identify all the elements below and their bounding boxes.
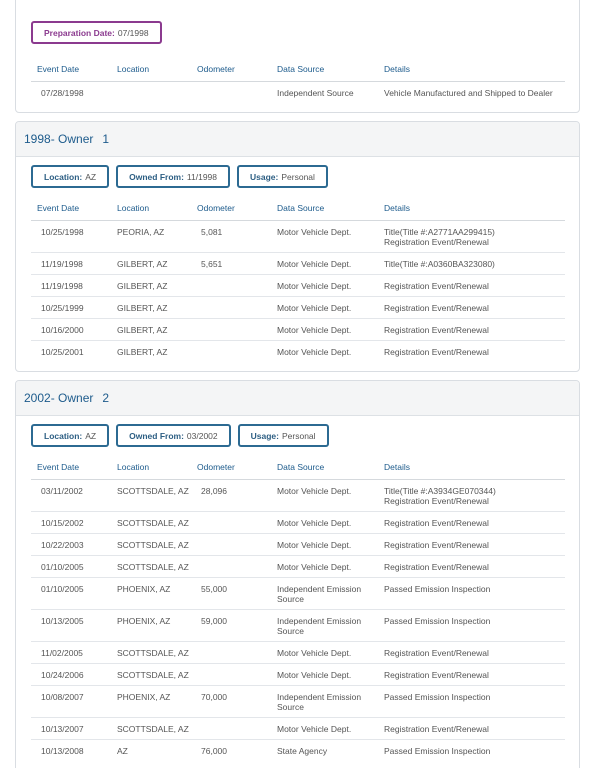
odometer-cell	[191, 511, 271, 533]
details-cell	[378, 609, 565, 641]
preparation-date-label: Preparation Date:	[44, 27, 115, 38]
location-cell: GILBERT, AZ	[111, 296, 191, 318]
odometer-cell	[191, 641, 271, 663]
details-line: Registration Event/Renewal	[384, 236, 489, 247]
table-row	[31, 252, 565, 274]
col-event-date: Event Date	[31, 58, 111, 81]
details-cell	[378, 296, 565, 318]
col-odometer: Odometer	[191, 58, 271, 81]
details-cell	[378, 511, 565, 533]
odometer-cell	[191, 81, 271, 103]
data-source-cell: Motor Vehicle Dept.	[271, 511, 378, 533]
table-row	[31, 511, 565, 533]
chip-label: Owned From:	[129, 171, 184, 182]
table-row	[31, 274, 565, 296]
location-cell: SCOTTSDALE, AZ	[111, 479, 191, 511]
location-cell: SCOTTSDALE, AZ	[111, 511, 191, 533]
details-line: Registration Event/Renewal	[384, 723, 489, 734]
chip-value: AZ	[85, 171, 97, 182]
chip-value: 03/2002	[186, 430, 218, 441]
details-cell	[378, 641, 565, 663]
data-source-cell: Motor Vehicle Dept.	[271, 479, 378, 511]
details-cell	[378, 318, 565, 340]
location-cell: SCOTTSDALE, AZ	[111, 533, 191, 555]
odometer-cell: 5,081	[191, 220, 271, 252]
owned-from-chip	[116, 165, 230, 188]
event-date-cell: 10/25/2001	[41, 346, 84, 357]
chip-value: AZ	[85, 430, 97, 441]
data-source-cell: Motor Vehicle Dept.	[271, 274, 378, 296]
details-line: Registration Event/Renewal	[384, 302, 489, 313]
owner-number: 1	[102, 132, 110, 146]
details-line: Registration Event/Renewal	[384, 324, 489, 335]
location-cell: PEORIA, AZ	[111, 220, 191, 252]
event-date-cell: 10/13/2007	[31, 717, 111, 739]
col-data-source: Data Source	[271, 58, 378, 81]
details-cell	[378, 555, 565, 577]
table-row	[31, 555, 565, 577]
details-line: Registration Event/Renewal	[384, 561, 489, 572]
details-cell	[378, 252, 565, 274]
preparation-date-chip	[31, 21, 162, 44]
event-date-cell: 11/19/1998	[31, 274, 111, 296]
details-cell	[378, 739, 565, 761]
event-date-cell: 10/15/2002	[31, 511, 111, 533]
owner-events-table	[31, 456, 565, 761]
odometer-cell	[191, 533, 271, 555]
odometer-cell	[191, 340, 271, 362]
details-cell	[378, 274, 565, 296]
event-date-cell: 10/25/1999	[31, 296, 111, 318]
details-line: Passed Emission Inspection	[384, 745, 491, 756]
owner-card-2	[15, 380, 580, 768]
owner-year: 2002	[24, 391, 51, 405]
data-source-cell: Motor Vehicle Dept.	[271, 663, 378, 685]
usage-chip	[237, 165, 328, 188]
location-cell: PHOENIX, AZ	[111, 609, 191, 641]
col-location: Location	[111, 456, 191, 479]
chip-value: Personal	[281, 430, 316, 441]
data-source-cell: Motor Vehicle Dept.	[271, 318, 378, 340]
owner-year: 1998	[24, 132, 51, 146]
odometer-cell	[191, 663, 271, 685]
col-details: Details	[378, 456, 565, 479]
details-line: Passed Emission Inspection	[384, 615, 491, 626]
event-date-cell: 07/28/1998	[41, 87, 84, 98]
details-cell	[378, 220, 565, 252]
event-date-cell: 11/02/2005	[31, 641, 111, 663]
location-cell: AZ	[117, 745, 128, 756]
event-date-cell: 01/10/2005	[31, 555, 111, 577]
col-event-date: Event Date	[31, 456, 111, 479]
odometer-cell: 28,096	[191, 479, 271, 511]
owned-from-chip	[116, 424, 231, 447]
preparation-date-value: 07/1998	[117, 27, 149, 38]
table-row	[31, 318, 565, 340]
table-row	[31, 663, 565, 685]
preparation-card	[15, 0, 580, 113]
table-row	[31, 641, 565, 663]
data-source-cell: Motor Vehicle Dept.	[271, 296, 378, 318]
table-header-row	[31, 58, 565, 81]
owner-number: 2	[102, 391, 110, 405]
details-cell	[378, 717, 565, 739]
location-cell: GILBERT, AZ	[117, 346, 168, 357]
location-cell: PHOENIX, AZ	[111, 685, 191, 717]
chip-label: Usage:	[250, 171, 279, 182]
details-line: Passed Emission Inspection	[384, 691, 491, 702]
details-line: Passed Emission Inspection	[384, 583, 491, 594]
data-source-cell: Independent Emission Source	[271, 685, 378, 717]
owner-events-table	[31, 197, 565, 362]
details-cell	[378, 663, 565, 685]
chip-label: Owned From:	[129, 430, 184, 441]
data-source-cell: Motor Vehicle Dept.	[271, 252, 378, 274]
details-cell	[378, 533, 565, 555]
details-line: Vehicle Manufactured and Shipped to Dealer	[384, 87, 553, 98]
details-line: Registration Event/Renewal	[384, 669, 489, 680]
odometer-cell	[191, 296, 271, 318]
owner-heading	[16, 122, 579, 157]
data-source-cell: Motor Vehicle Dept.	[271, 717, 378, 739]
location-cell: SCOTTSDALE, AZ	[111, 663, 191, 685]
location-cell: GILBERT, AZ	[111, 252, 191, 274]
odometer-cell	[191, 717, 271, 739]
odometer-cell	[191, 318, 271, 340]
event-date-cell: 10/13/2008	[41, 745, 84, 756]
details-line: Title(Title #:A2771AA299415)	[384, 226, 495, 237]
event-date-cell: 01/10/2005	[31, 577, 111, 609]
details-line: Registration Event/Renewal	[384, 346, 489, 357]
location-cell: GILBERT, AZ	[111, 274, 191, 296]
data-source-cell: Independent Source	[277, 87, 354, 98]
details-line: Registration Event/Renewal	[384, 517, 489, 528]
event-date-cell: 10/25/1998	[31, 220, 111, 252]
col-details: Details	[378, 58, 565, 81]
table-row	[31, 296, 565, 318]
location-chip	[31, 165, 109, 188]
location-cell: SCOTTSDALE, AZ	[111, 717, 191, 739]
data-source-cell: Motor Vehicle Dept.	[271, 220, 378, 252]
details-line: Registration Event/Renewal	[384, 647, 489, 658]
table-header-row	[31, 456, 565, 479]
col-location: Location	[111, 197, 191, 220]
table-row	[31, 220, 565, 252]
owner-heading	[16, 381, 579, 416]
chip-label: Usage:	[250, 430, 279, 441]
location-cell: GILBERT, AZ	[111, 318, 191, 340]
details-cell	[378, 340, 565, 362]
chip-value: 11/1998	[186, 171, 218, 182]
event-date-cell: 10/24/2006	[31, 663, 111, 685]
event-date-cell: 10/22/2003	[31, 533, 111, 555]
col-odometer: Odometer	[191, 456, 271, 479]
event-date-cell: 11/19/1998	[31, 252, 111, 274]
location-cell: PHOENIX, AZ	[111, 577, 191, 609]
location-cell: SCOTTSDALE, AZ	[111, 555, 191, 577]
odometer-cell	[191, 555, 271, 577]
chip-label: Location:	[44, 430, 83, 441]
odometer-cell: 70,000	[191, 685, 271, 717]
details-line: Registration Event/Renewal	[384, 280, 489, 291]
owner-label: - Owner	[50, 132, 94, 146]
owner-label: - Owner	[50, 391, 94, 405]
data-source-cell: State Agency	[277, 745, 328, 756]
col-data-source: Data Source	[271, 456, 378, 479]
details-cell	[378, 685, 565, 717]
location-chip	[31, 424, 109, 447]
details-line: Registration Event/Renewal	[384, 539, 489, 550]
table-row	[31, 533, 565, 555]
table-row	[31, 739, 565, 761]
table-header-row	[31, 197, 565, 220]
table-row	[31, 717, 565, 739]
data-source-cell: Motor Vehicle Dept.	[271, 555, 378, 577]
data-source-cell: Motor Vehicle Dept.	[271, 533, 378, 555]
data-source-cell: Independent Emission Source	[271, 609, 378, 641]
details-line: Title(Title #:A0360BA323080)	[384, 258, 495, 269]
details-cell	[378, 81, 565, 103]
event-date-cell: 03/11/2002	[31, 479, 111, 511]
details-cell	[378, 479, 565, 511]
data-source-cell: Motor Vehicle Dept.	[271, 641, 378, 663]
details-cell	[378, 577, 565, 609]
col-details: Details	[378, 197, 565, 220]
table-row	[31, 577, 565, 609]
data-source-cell: Motor Vehicle Dept.	[277, 346, 352, 357]
usage-chip	[238, 424, 329, 447]
data-source-cell: Independent Emission Source	[271, 577, 378, 609]
odometer-cell: 59,000	[191, 609, 271, 641]
table-row	[31, 685, 565, 717]
location-cell: SCOTTSDALE, AZ	[111, 641, 191, 663]
odometer-cell: 76,000	[201, 745, 227, 756]
odometer-cell	[191, 274, 271, 296]
col-location: Location	[111, 58, 191, 81]
odometer-cell: 55,000	[191, 577, 271, 609]
event-date-cell: 10/13/2005	[31, 609, 111, 641]
col-event-date: Event Date	[31, 197, 111, 220]
col-data-source: Data Source	[271, 197, 378, 220]
col-odometer: Odometer	[191, 197, 271, 220]
chip-label: Location:	[44, 171, 83, 182]
chip-value: Personal	[281, 171, 315, 182]
table-row	[31, 609, 565, 641]
event-date-cell: 10/16/2000	[31, 318, 111, 340]
table-row	[31, 81, 565, 103]
event-date-cell: 10/08/2007	[31, 685, 111, 717]
owner-card-1	[15, 121, 580, 372]
table-row	[31, 479, 565, 511]
preparation-events-table	[31, 58, 565, 103]
details-line: Registration Event/Renewal	[384, 495, 489, 506]
odometer-cell: 5,651	[191, 252, 271, 274]
details-line: Title(Title #:A3934GE070344)	[384, 485, 496, 496]
location-cell	[111, 81, 191, 103]
table-row	[31, 340, 565, 362]
